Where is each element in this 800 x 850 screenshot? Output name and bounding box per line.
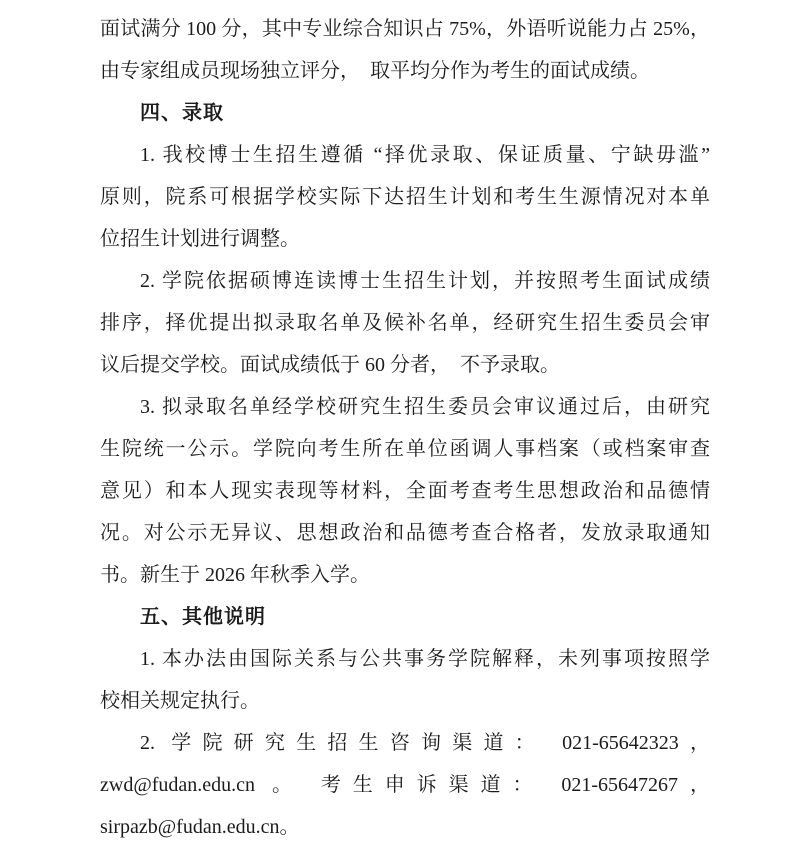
document-line: 位招生计划进行调整。: [100, 228, 300, 250]
document-line: 2. 学院依据硕博连读博士生招生计划，并按照考生面试成绩: [140, 270, 710, 292]
document-line: 况。对公示无异议、思想政治和品德考查合格者，发放录取通知: [100, 522, 710, 544]
document-line: 3. 拟录取名单经学校研究生招生委员会审议通过后，由研究: [140, 396, 710, 418]
document-line: 议后提交学校。面试成绩低于 60 分者， 不予录取。: [100, 354, 560, 376]
admissions-phone-line: 2. 学院研究生招生咨询渠道： 021-65642323，: [140, 732, 710, 754]
document-line: 面试满分 100 分，其中专业综合知识占 75%，外语听说能力占 25%，: [100, 18, 710, 40]
contact-email-appeal-line: zwd@fudan.edu.cn 。 考生申诉渠道： 021-65647267，: [100, 774, 710, 796]
document-line: 1. 我校博士生招生遵循 “择优录取、保证质量、宁缺毋滥”: [140, 144, 710, 166]
document-line: 意见）和本人现实表现等材料，全面考查考生思想政治和品德情: [100, 480, 710, 502]
document-line: 原则，院系可根据学校实际下达招生计划和考生生源情况对本单: [100, 186, 710, 208]
document-line: 生院统一公示。学院向考生所在单位函调人事档案（或档案审查: [100, 438, 710, 460]
document-line: 1. 本办法由国际关系与公共事务学院解释，未列事项按照学: [140, 648, 710, 670]
section-heading-admission: 四、录取: [140, 102, 224, 124]
document-line: 书。新生于 2026 年秋季入学。: [100, 564, 370, 586]
appeal-email-line: sirpazb@fudan.edu.cn。: [100, 816, 300, 838]
document-line: 由专家组成员现场独立评分， 取平均分作为考生的面试成绩。: [100, 60, 650, 82]
document-line: 排序，择优提出拟录取名单及候补名单，经研究生招生委员会审: [100, 312, 710, 334]
document-line: 校相关规定执行。: [100, 690, 260, 712]
section-heading-other-notes: 五、其他说明: [140, 606, 266, 628]
